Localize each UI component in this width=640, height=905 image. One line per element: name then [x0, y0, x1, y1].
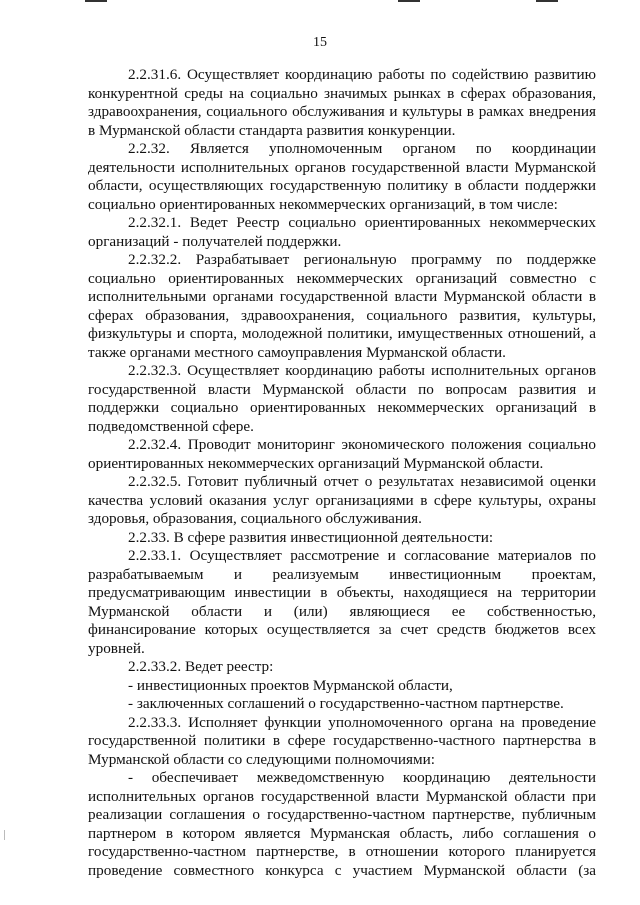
list-item: - обеспечивает межведомственную координацию деятельности исполнительных органов государственной власти Мурманской области при реализации соглашения о государственно-частном партнерстве, публичным партнером в котором является Мурманская область, либо соглашения о государственно-частном партнерстве, в отношении которого планируется проведение совместного конкурса с участием Мурманской области (за [88, 769, 596, 879]
paragraph-2-2-33-2: 2.2.33.2. Ведет реестр: [128, 658, 274, 675]
scan-edge-mark [4, 830, 5, 840]
paragraph-2-2-32-4: 2.2.32.4. Проводит мониторинг экономического положения социально ориентированных некоммерческих организаций Мурманской области. [88, 436, 596, 472]
paragraph-2-2-32-1: 2.2.32.1. Ведет Реестр социально ориентированных некоммерческих организаций - получателей поддержки. [88, 214, 596, 250]
paragraph-2-2-32-2: 2.2.32.2. Разрабатывает региональную программу по поддержке социально ориентированных некоммерческих организаций совместно с исполнительными органами государственной власти Мурманской области в сферах образования, здравоохранения, социального развития, культуры, физкультуры и спорта, молодежной политики, имущественных отношений, а также органами местного самоуправления Мурманской области. [88, 251, 596, 361]
paragraph-2-2-32: 2.2.32. Является уполномоченным органом по координации деятельности исполнительных органов государственной власти Мурманской области, осуществляющих государственную политику в области поддержки социально ориентированных некоммерческих организаций, в том числе: [88, 140, 596, 213]
paragraph-2-2-33-1: 2.2.33.1. Осуществляет рассмотрение и согласование материалов по разрабатываемым и реализуемым инвестиционным проектам, предусматривающим инвестиции в объекты, находящиеся на территории Мурманской области и (или) являющиеся ее собственностью, финансирование которых осуществляется за счет средств бюджетов всех уровней. [88, 547, 596, 657]
paragraph-2-2-33-3: 2.2.33.3. Исполняет функции уполномоченного органа на проведение государственной политики в сфере государственно-частного партнерства в Мурманской области со следующими полномочиями: [88, 713, 596, 768]
paragraph-2-2-31-6: 2.2.31.6. Осуществляет координацию работы по содействию развитию конкурентной среды на социально значимых рынках в сферах образования, здравоохранения, социального обслуживания и культуры в рамках внедрения в Мурманской области стандарта развития конкуренции. [88, 66, 596, 139]
top-edge-mark-right [536, 0, 558, 2]
top-edge-mark-center [398, 0, 420, 2]
top-edge-mark-left [85, 0, 107, 2]
paragraph-2-2-33: 2.2.33. В сфере развития инвестиционной деятельности: [128, 528, 494, 546]
paragraph-2-2-32-5: 2.2.32.5. Готовит публичный отчет о результатах независимой оценки качества условий оказания услуг организациями в сфере культуры, охраны здоровья, образования, социального обслуживания. [88, 473, 596, 527]
document-body [88, 66, 596, 880]
list-item: - инвестиционных проектов Мурманской области, [128, 676, 453, 694]
list-item: - заключенных соглашений о государственно-частном партнерстве. [128, 695, 564, 712]
page-number: 15 [313, 35, 327, 50]
paragraph-2-2-32-3: 2.2.32.3. Осуществляет координацию работы исполнительных органов государственной власти Мурманской области по вопросам развития и поддержки социально ориентированных некоммерческих организаций в подведомственной сфере. [88, 362, 596, 435]
